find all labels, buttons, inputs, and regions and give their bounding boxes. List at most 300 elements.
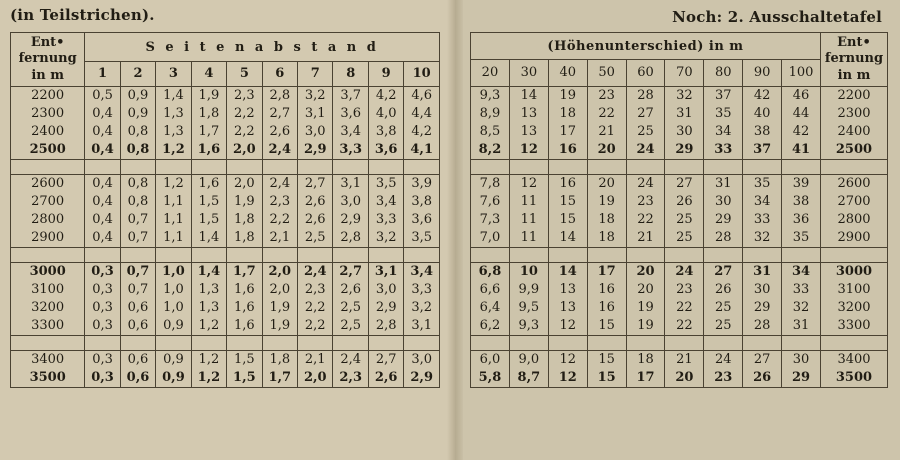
right-distance-cell: 3000 — [820, 262, 887, 281]
right-value-cell: 44 — [782, 105, 821, 123]
left-value-cell: 2,4 — [262, 141, 297, 160]
right-value-cell: 13 — [548, 281, 587, 299]
right-value-cell: 46 — [782, 86, 821, 105]
right-value-cell: 20 — [626, 281, 665, 299]
right-page-title: (in Teilstrichen). — [10, 6, 155, 24]
left-value-cell: 2,7 — [262, 105, 297, 123]
spacer-cell — [509, 335, 548, 350]
left-value-cell: 3,2 — [404, 299, 440, 317]
left-value-cell: 2,0 — [298, 369, 333, 388]
left-value-cell: 3,4 — [368, 193, 403, 211]
table-row — [11, 141, 440, 160]
right-value-cell: 35 — [704, 105, 743, 123]
spacer-cell — [227, 159, 262, 174]
left-value-cell: 3,0 — [333, 193, 368, 211]
right-column-header-30: 30 — [509, 60, 548, 87]
right-value-cell: 16 — [548, 174, 587, 193]
left-value-cell: 3,6 — [368, 141, 403, 160]
left-value-cell: 0,7 — [120, 281, 155, 299]
right-value-cell: 39 — [782, 174, 821, 193]
left-value-cell: 1,3 — [191, 299, 226, 317]
book-gutter-shadow — [447, 0, 463, 460]
right-value-cell: 22 — [587, 105, 626, 123]
right-value-cell: 31 — [665, 105, 704, 123]
spacer-cell — [704, 335, 743, 350]
left-value-cell: 0,8 — [120, 174, 155, 193]
table-row — [471, 281, 888, 299]
left-value-cell: 0,4 — [85, 174, 120, 193]
left-distance-cell: 2400 — [11, 123, 85, 141]
right-value-cell: 23 — [704, 369, 743, 388]
left-value-cell: 1,1 — [156, 229, 191, 248]
right-distance-cell: 2400 — [820, 123, 887, 141]
left-value-cell: 0,4 — [85, 229, 120, 248]
left-value-cell: 2,2 — [262, 211, 297, 229]
left-value-cell: 3,3 — [404, 281, 440, 299]
right-value-cell: 20 — [587, 174, 626, 193]
spacer-cell — [120, 335, 155, 350]
right-value-cell: 9,5 — [509, 299, 548, 317]
right-value-cell: 26 — [743, 369, 782, 388]
spacer-cell — [333, 247, 368, 262]
right-value-cell: 11 — [509, 211, 548, 229]
left-value-cell: 1,8 — [227, 211, 262, 229]
left-value-cell: 3,2 — [298, 86, 333, 105]
left-value-cell: 1,4 — [191, 262, 226, 281]
left-value-cell: 2,1 — [298, 350, 333, 369]
right-value-cell: 30 — [665, 123, 704, 141]
table-row — [471, 141, 888, 160]
ausschaltetafel-left-table — [10, 32, 440, 388]
right-value-cell: 24 — [704, 350, 743, 369]
right-value-cell: 33 — [704, 141, 743, 160]
left-value-cell: 2,6 — [298, 193, 333, 211]
right-value-cell: 27 — [743, 350, 782, 369]
left-value-cell: 2,6 — [298, 211, 333, 229]
block-spacer-row — [11, 247, 440, 262]
right-value-cell: 35 — [782, 229, 821, 248]
left-value-cell: 1,3 — [156, 105, 191, 123]
left-value-cell: 1,7 — [227, 262, 262, 281]
right-value-cell: 38 — [743, 123, 782, 141]
right-value-cell: 25 — [704, 299, 743, 317]
right-value-cell: 22 — [626, 211, 665, 229]
left-value-cell: 3,1 — [404, 317, 440, 336]
left-value-cell: 3,0 — [404, 350, 440, 369]
left-distance-cell: 3000 — [11, 262, 85, 281]
left-value-cell: 0,9 — [156, 317, 191, 336]
left-value-cell: 0,8 — [120, 141, 155, 160]
left-column-header-4: 4 — [191, 62, 226, 87]
right-value-cell: 17 — [548, 123, 587, 141]
left-value-cell: 0,4 — [85, 193, 120, 211]
left-value-cell: 2,1 — [262, 229, 297, 248]
right-value-cell: 28 — [626, 86, 665, 105]
right-value-cell: 19 — [626, 317, 665, 336]
right-distance-cell: 3100 — [820, 281, 887, 299]
left-value-cell: 1,2 — [191, 369, 226, 388]
right-value-cell: 29 — [665, 141, 704, 160]
spacer-cell — [368, 335, 403, 350]
block-spacer-row — [471, 335, 888, 350]
spacer-cell — [85, 335, 120, 350]
right-value-cell: 13 — [509, 105, 548, 123]
left-value-cell: 2,2 — [227, 105, 262, 123]
spacer-cell — [626, 335, 665, 350]
left-column-header-9: 9 — [368, 62, 403, 87]
spacer-cell — [471, 335, 510, 350]
left-distance-cell: 3200 — [11, 299, 85, 317]
right-value-cell: 13 — [509, 123, 548, 141]
right-value-cell: 23 — [587, 86, 626, 105]
spacer-cell — [262, 335, 297, 350]
right-value-cell: 30 — [704, 193, 743, 211]
right-column-header-20: 20 — [471, 60, 510, 87]
table-row — [471, 262, 888, 281]
left-value-cell: 2,3 — [227, 86, 262, 105]
right-value-cell: 26 — [704, 281, 743, 299]
left-value-cell: 0,4 — [85, 211, 120, 229]
right-value-cell: 24 — [626, 141, 665, 160]
right-corner-label: Ent• fernung in m — [820, 33, 887, 87]
spacer-cell — [587, 159, 626, 174]
left-value-cell: 1,6 — [191, 141, 226, 160]
left-value-cell: 2,5 — [333, 299, 368, 317]
spacer-cell — [626, 159, 665, 174]
right-value-cell: 7,0 — [471, 229, 510, 248]
right-value-cell: 19 — [587, 193, 626, 211]
right-distance-cell: 2800 — [820, 211, 887, 229]
left-value-cell: 3,3 — [368, 211, 403, 229]
left-value-cell: 2,3 — [262, 193, 297, 211]
left-distance-cell: 3400 — [11, 350, 85, 369]
left-column-header-7: 7 — [298, 62, 333, 87]
left-distance-cell: 2500 — [11, 141, 85, 160]
left-value-cell: 2,8 — [368, 317, 403, 336]
spacer-cell — [404, 159, 440, 174]
spacer-cell — [333, 159, 368, 174]
spacer-cell — [85, 247, 120, 262]
spacer-cell — [156, 247, 191, 262]
table-row — [11, 281, 440, 299]
left-value-cell: 2,3 — [333, 369, 368, 388]
right-column-header-100: 100 — [782, 60, 821, 87]
right-header-row-group — [471, 33, 888, 60]
right-value-cell: 27 — [704, 262, 743, 281]
spacer-cell — [471, 159, 510, 174]
right-column-header-70: 70 — [665, 60, 704, 87]
left-value-cell: 2,5 — [333, 317, 368, 336]
table-row — [11, 86, 440, 105]
right-value-cell: 18 — [587, 229, 626, 248]
left-group-header: S e i t e n a b s t a n d — [85, 33, 440, 62]
table-row — [11, 350, 440, 369]
right-value-cell: 34 — [704, 123, 743, 141]
left-value-cell: 3,0 — [298, 123, 333, 141]
left-column-header-3: 3 — [156, 62, 191, 87]
spacer-cell — [509, 159, 548, 174]
right-value-cell: 25 — [704, 317, 743, 336]
table-row — [471, 350, 888, 369]
left-value-cell: 1,9 — [191, 86, 226, 105]
right-value-cell: 12 — [548, 317, 587, 336]
spacer-cell — [548, 247, 587, 262]
right-value-cell: 16 — [587, 299, 626, 317]
right-value-cell: 30 — [782, 350, 821, 369]
left-value-cell: 4,4 — [404, 105, 440, 123]
left-header-row-group — [11, 33, 440, 62]
right-value-cell: 37 — [743, 141, 782, 160]
right-value-cell: 40 — [743, 105, 782, 123]
spacer-cell — [626, 247, 665, 262]
spacer-cell — [191, 335, 226, 350]
left-value-cell: 0,8 — [120, 193, 155, 211]
left-value-cell: 3,7 — [333, 86, 368, 105]
spacer-cell — [782, 247, 821, 262]
spacer-cell — [120, 247, 155, 262]
right-value-cell: 12 — [548, 369, 587, 388]
left-value-cell: 3,8 — [368, 123, 403, 141]
spacer-cell — [11, 335, 85, 350]
right-value-cell: 14 — [548, 262, 587, 281]
spacer-cell — [743, 159, 782, 174]
left-value-cell: 1,0 — [156, 281, 191, 299]
right-group-header: (Höhenunterschied) in m — [471, 33, 821, 60]
spacer-cell — [191, 247, 226, 262]
spacer-cell — [820, 247, 887, 262]
right-distance-cell: 2300 — [820, 105, 887, 123]
right-value-cell: 20 — [587, 141, 626, 160]
right-value-cell: 9,9 — [509, 281, 548, 299]
right-value-cell: 33 — [782, 281, 821, 299]
spacer-cell — [548, 335, 587, 350]
left-value-cell: 1,3 — [156, 123, 191, 141]
left-value-cell: 1,2 — [156, 174, 191, 193]
right-value-cell: 18 — [587, 211, 626, 229]
left-distance-cell: 2600 — [11, 174, 85, 193]
right-value-cell: 21 — [626, 229, 665, 248]
right-value-cell: 26 — [665, 193, 704, 211]
left-value-cell: 0,9 — [120, 86, 155, 105]
left-value-cell: 2,7 — [298, 174, 333, 193]
right-distance-cell: 3500 — [820, 369, 887, 388]
left-value-cell: 0,6 — [120, 350, 155, 369]
right-distance-cell: 2600 — [820, 174, 887, 193]
left-value-cell: 1,5 — [227, 350, 262, 369]
left-value-cell: 3,8 — [404, 193, 440, 211]
left-value-cell: 0,9 — [156, 369, 191, 388]
left-distance-cell: 2700 — [11, 193, 85, 211]
left-value-cell: 2,9 — [368, 299, 403, 317]
table-row — [471, 86, 888, 105]
left-value-cell: 2,7 — [368, 350, 403, 369]
spacer-cell — [820, 335, 887, 350]
spacer-cell — [368, 159, 403, 174]
left-value-cell: 1,2 — [191, 350, 226, 369]
right-value-cell: 42 — [782, 123, 821, 141]
left-value-cell: 1,9 — [262, 317, 297, 336]
table-row — [11, 262, 440, 281]
right-value-cell: 20 — [665, 369, 704, 388]
right-value-cell: 28 — [743, 317, 782, 336]
right-value-cell: 14 — [548, 229, 587, 248]
left-value-cell: 1,9 — [262, 299, 297, 317]
left-value-cell: 1,1 — [156, 211, 191, 229]
right-value-cell: 32 — [665, 86, 704, 105]
left-value-cell: 4,0 — [368, 105, 403, 123]
spacer-cell — [587, 335, 626, 350]
right-value-cell: 16 — [548, 141, 587, 160]
right-value-cell: 12 — [509, 174, 548, 193]
table-row — [471, 229, 888, 248]
spacer-cell — [404, 335, 440, 350]
left-value-cell: 3,1 — [368, 262, 403, 281]
left-value-cell: 1,1 — [156, 193, 191, 211]
left-value-cell: 1,7 — [191, 123, 226, 141]
left-value-cell: 3,1 — [333, 174, 368, 193]
right-value-cell: 33 — [743, 211, 782, 229]
right-value-cell: 11 — [509, 193, 548, 211]
right-value-cell: 9,0 — [509, 350, 548, 369]
left-value-cell: 0,6 — [120, 317, 155, 336]
left-value-cell: 3,6 — [404, 211, 440, 229]
right-value-cell: 10 — [509, 262, 548, 281]
spacer-cell — [298, 335, 333, 350]
left-value-cell: 2,8 — [262, 86, 297, 105]
left-value-cell: 0,4 — [85, 123, 120, 141]
right-value-cell: 8,7 — [509, 369, 548, 388]
left-value-cell: 2,7 — [333, 262, 368, 281]
spacer-cell — [262, 159, 297, 174]
left-value-cell: 0,3 — [85, 369, 120, 388]
spacer-cell — [298, 247, 333, 262]
left-column-header-10: 10 — [404, 62, 440, 87]
spacer-cell — [704, 159, 743, 174]
right-value-cell: 32 — [743, 229, 782, 248]
right-value-cell: 6,2 — [471, 317, 510, 336]
right-value-cell: 35 — [743, 174, 782, 193]
spacer-cell — [11, 247, 85, 262]
left-distance-cell: 3500 — [11, 369, 85, 388]
left-value-cell: 1,0 — [156, 262, 191, 281]
spacer-cell — [704, 247, 743, 262]
right-column-header-50: 50 — [587, 60, 626, 87]
left-value-cell: 2,5 — [298, 229, 333, 248]
spacer-cell — [120, 159, 155, 174]
right-value-cell: 12 — [548, 350, 587, 369]
block-spacer-row — [11, 159, 440, 174]
right-value-cell: 17 — [587, 262, 626, 281]
left-value-cell: 0,4 — [85, 141, 120, 160]
table-row — [11, 123, 440, 141]
right-value-cell: 19 — [548, 86, 587, 105]
left-value-cell: 3,6 — [333, 105, 368, 123]
left-value-cell: 2,0 — [227, 174, 262, 193]
table-row — [11, 369, 440, 388]
spacer-cell — [665, 247, 704, 262]
right-value-cell: 38 — [782, 193, 821, 211]
table-row — [471, 317, 888, 336]
left-value-cell: 1,5 — [191, 193, 226, 211]
left-distance-cell: 2200 — [11, 86, 85, 105]
right-value-cell: 9,3 — [471, 86, 510, 105]
right-value-cell: 15 — [587, 369, 626, 388]
right-value-cell: 22 — [665, 299, 704, 317]
left-value-cell: 0,7 — [120, 211, 155, 229]
table-row — [471, 174, 888, 193]
right-value-cell: 8,9 — [471, 105, 510, 123]
spacer-cell — [191, 159, 226, 174]
spacer-cell — [333, 335, 368, 350]
right-value-cell: 23 — [665, 281, 704, 299]
left-value-cell: 1,6 — [227, 317, 262, 336]
left-column-header-1: 1 — [85, 62, 120, 87]
left-value-cell: 1,7 — [262, 369, 297, 388]
left-value-cell: 2,0 — [227, 141, 262, 160]
right-column-header-40: 40 — [548, 60, 587, 87]
right-value-cell: 34 — [782, 262, 821, 281]
left-value-cell: 2,2 — [298, 317, 333, 336]
right-value-cell: 25 — [626, 123, 665, 141]
right-value-cell: 42 — [743, 86, 782, 105]
left-value-cell: 2,2 — [298, 299, 333, 317]
spacer-cell — [820, 159, 887, 174]
left-column-header-2: 2 — [120, 62, 155, 87]
left-value-cell: 0,6 — [120, 299, 155, 317]
left-value-cell: 1,8 — [227, 229, 262, 248]
spacer-cell — [298, 159, 333, 174]
right-value-cell: 8,2 — [471, 141, 510, 160]
spacer-cell — [665, 159, 704, 174]
left-value-cell: 0,6 — [120, 369, 155, 388]
right-distance-cell: 3400 — [820, 350, 887, 369]
left-value-cell: 1,4 — [191, 229, 226, 248]
right-value-cell: 7,6 — [471, 193, 510, 211]
left-value-cell: 1,8 — [191, 105, 226, 123]
right-value-cell: 25 — [665, 229, 704, 248]
spacer-cell — [227, 247, 262, 262]
right-value-cell: 14 — [509, 86, 548, 105]
right-value-cell: 20 — [626, 262, 665, 281]
left-value-cell: 1,4 — [156, 86, 191, 105]
left-value-cell: 3,9 — [404, 174, 440, 193]
left-value-cell: 2,8 — [333, 229, 368, 248]
right-distance-cell: 2900 — [820, 229, 887, 248]
right-distance-cell: 2200 — [820, 86, 887, 105]
left-value-cell: 0,3 — [85, 317, 120, 336]
left-value-cell: 3,3 — [333, 141, 368, 160]
right-distance-cell: 3200 — [820, 299, 887, 317]
spacer-cell — [587, 247, 626, 262]
table-row — [11, 317, 440, 336]
right-value-cell: 7,3 — [471, 211, 510, 229]
left-column-header-6: 6 — [262, 62, 297, 87]
spacer-cell — [262, 247, 297, 262]
left-distance-cell: 3100 — [11, 281, 85, 299]
left-value-cell: 1,2 — [156, 141, 191, 160]
table-row — [471, 369, 888, 388]
left-page-title: Noch: 2. Ausschaltetafel — [672, 8, 882, 26]
right-distance-cell: 2700 — [820, 193, 887, 211]
left-value-cell: 2,3 — [298, 281, 333, 299]
table-row — [471, 123, 888, 141]
spacer-cell — [665, 335, 704, 350]
spacer-cell — [156, 159, 191, 174]
left-value-cell: 1,0 — [156, 299, 191, 317]
left-value-cell: 4,1 — [404, 141, 440, 160]
left-value-cell: 2,6 — [262, 123, 297, 141]
left-value-cell: 0,9 — [156, 350, 191, 369]
